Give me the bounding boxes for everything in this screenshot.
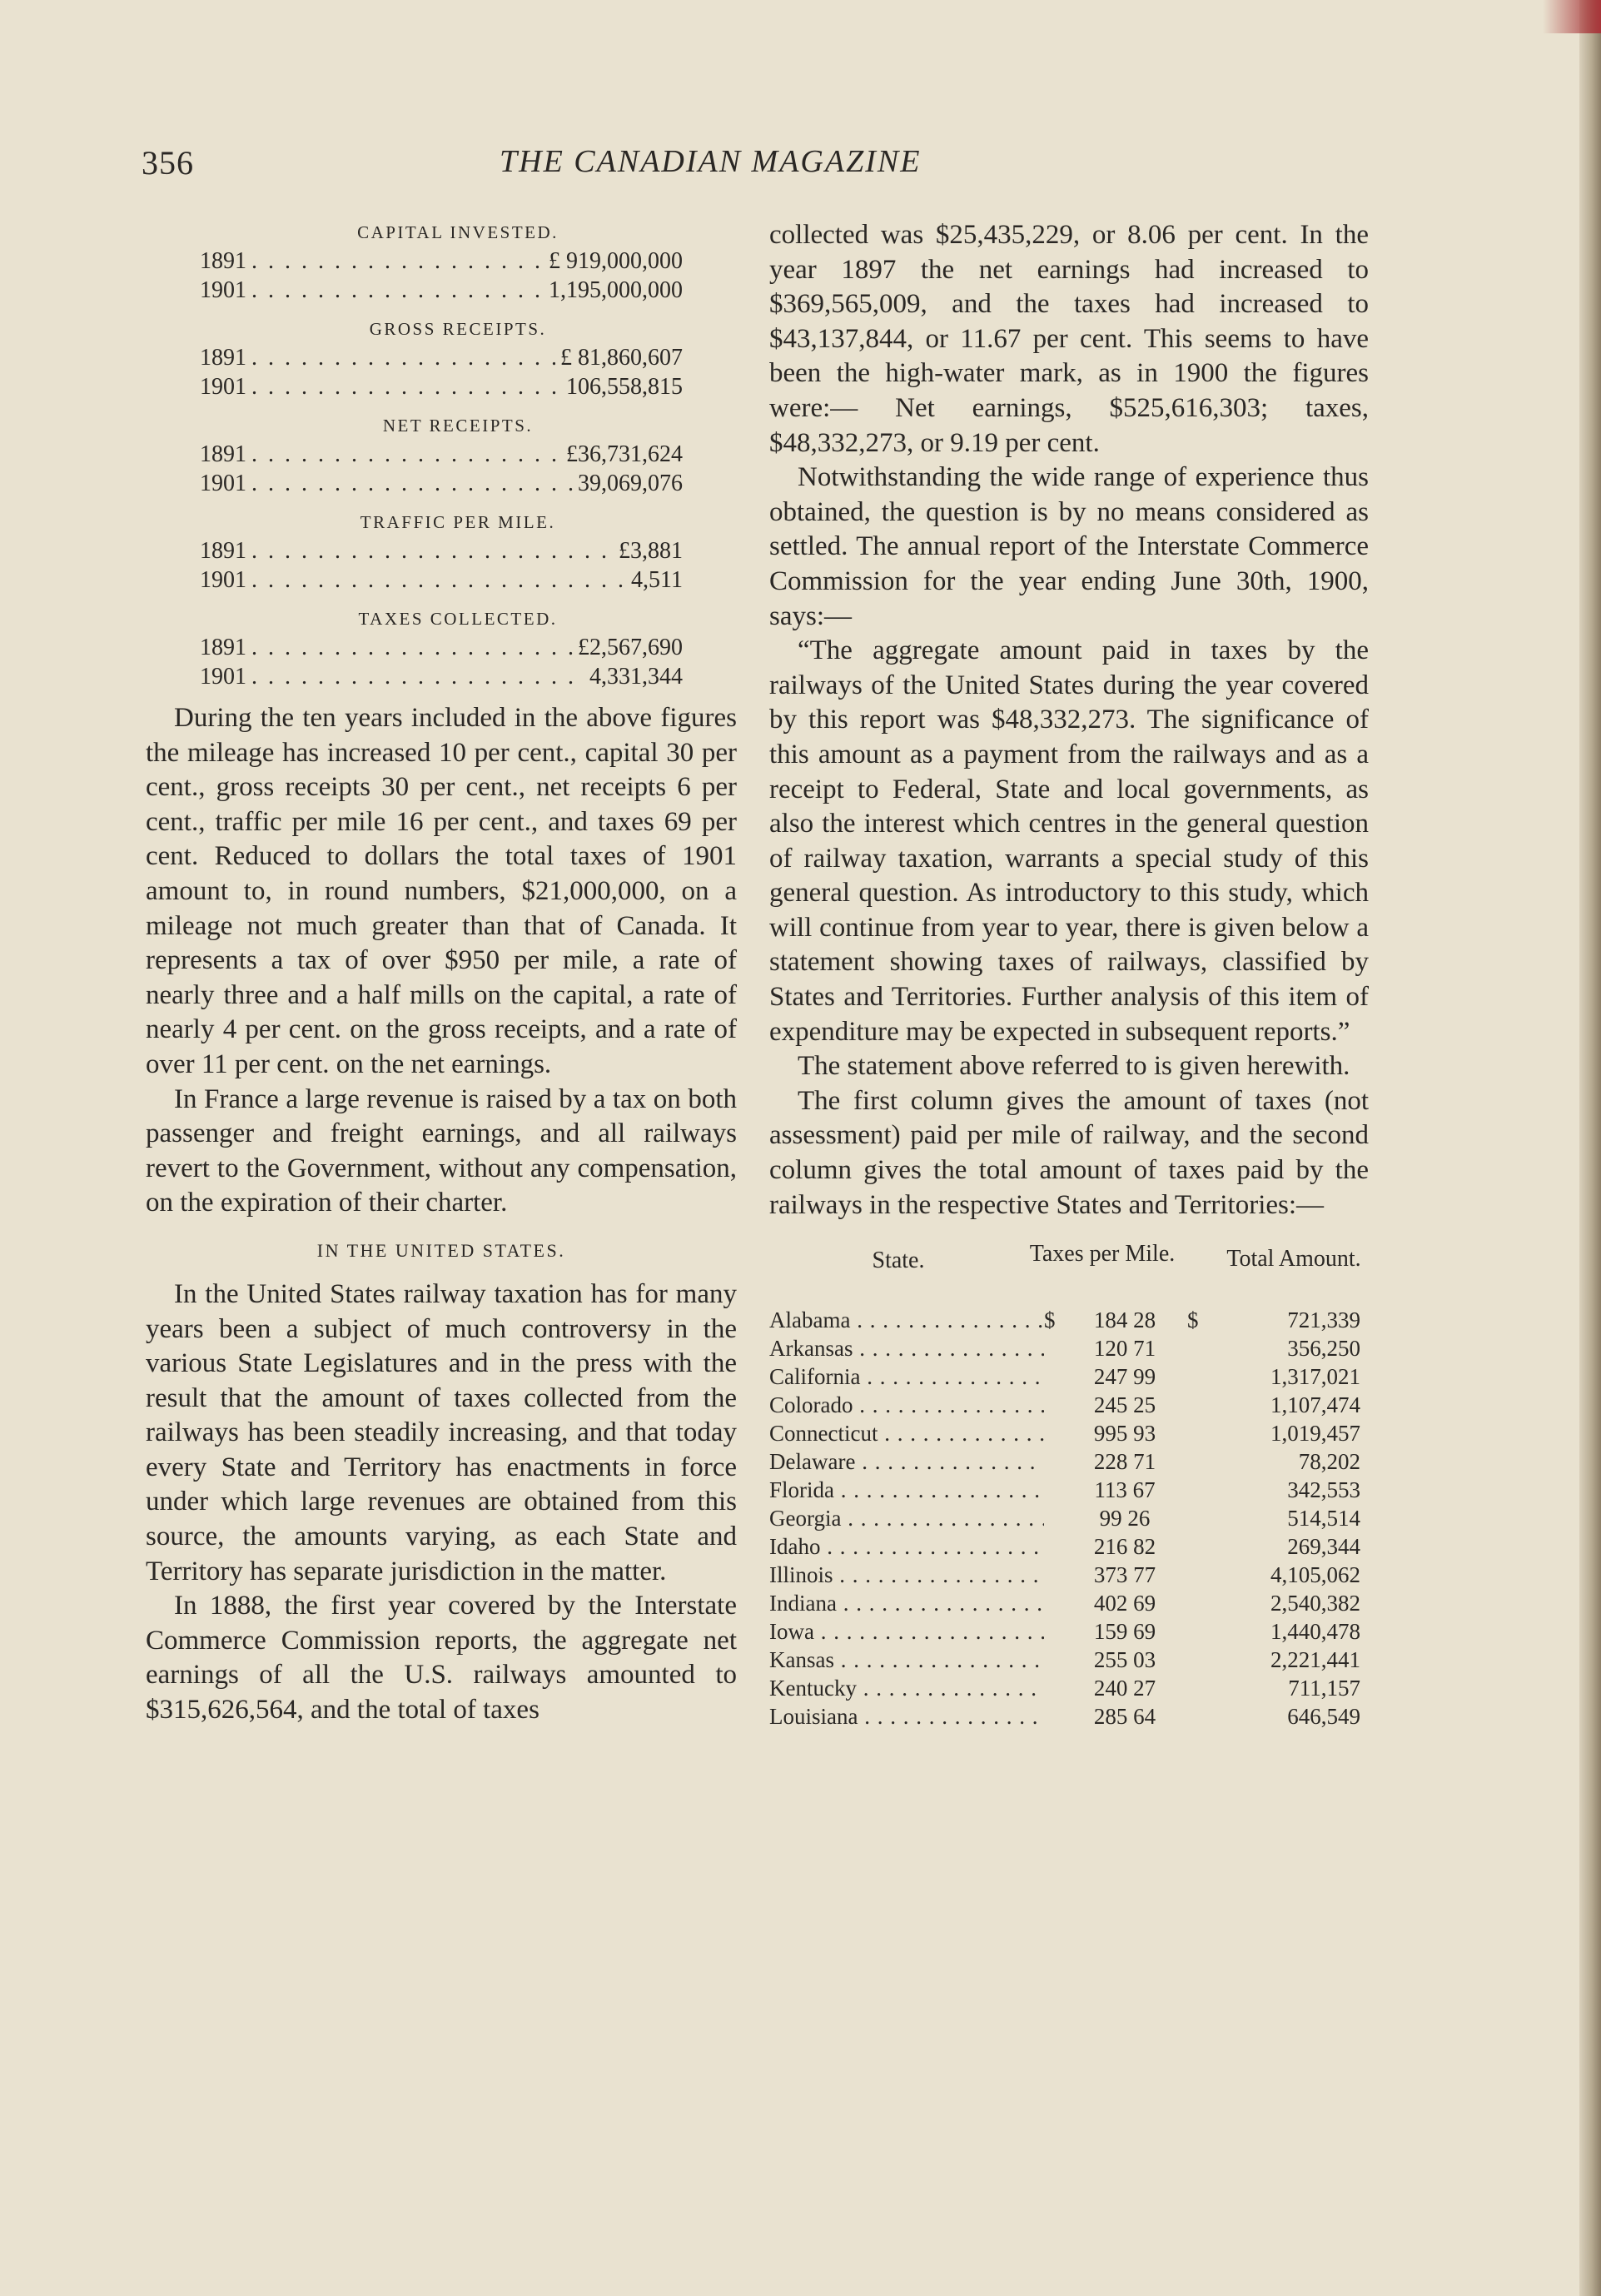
leader-dots [251,276,544,305]
leader-dots [857,1676,1044,1701]
running-head: THE CANADIAN MAGAZINE [500,144,922,179]
table-row [769,1589,1369,1617]
state-name: Connecticut [769,1421,878,1447]
leader-dots [251,565,626,595]
total-cell: 514,514 [1287,1506,1360,1531]
paragraph: In 1888, the first year covered by the Interstate Commerce Commission reports, the aggregate net earnings of all the U.S. railways amounted to $315,626,564, and the total of taxes [146,1591,737,1726]
state-name: Kentucky [769,1676,857,1701]
table-row [769,1504,1369,1532]
leader-dots [251,343,555,372]
state-name-cell [769,1362,1044,1391]
page-edge [1579,0,1601,2296]
table-row [769,1447,1369,1476]
stat-year: 1901 [200,567,246,593]
leader-dots [841,1506,1044,1531]
state-name: California [769,1364,861,1390]
leader-dots [850,1307,1044,1332]
stat-value: £2,567,690 [578,635,683,660]
leader-dots [251,469,573,498]
page-header [142,143,1374,193]
left-column [146,218,737,1728]
state-name-cell [769,1334,1044,1362]
leader-dots [837,1591,1044,1616]
stat-row [146,633,737,662]
stat-heading: GROSS RECEIPTS. [369,319,547,339]
state-name-cell [769,1306,1044,1334]
per-mile-cell: 159 69 [1093,1619,1156,1645]
state-name: Alabama [769,1307,851,1333]
stat-block [146,315,737,401]
table-row [769,1334,1369,1362]
stat-block [146,508,737,595]
leader-dots [853,1392,1045,1417]
total-cell: 2,540,382 [1270,1591,1360,1616]
stat-row [146,247,737,276]
per-mile-cell: 402 69 [1093,1591,1156,1616]
leader-dots [251,536,614,565]
column-header-state: State. [872,1248,925,1274]
per-mile-cell: 216 82 [1093,1534,1156,1560]
paragraph: collected was $25,435,229, or 8.06 per cent. In the year 1897 the net earnings had increased to $369,565,009, and the taxes had increased to $43,137,844, or 11.67 per cent. This seems to have been the high-water mark, as in 1900 the figures were:— Net earnings, $525,616,303; taxes, $48,332,273, or 9.19 per cent. [769,220,1369,458]
statistics-tables [146,218,737,691]
stat-value: 106,558,815 [566,374,683,400]
column-header-per-mile: Taxes per Mile. [1029,1241,1176,1268]
leader-dots [860,1364,1044,1389]
per-mile-cell: 255 03 [1093,1647,1156,1673]
stat-row [146,372,737,401]
state-name-cell [769,1447,1044,1476]
table-row [769,1476,1369,1504]
state-name: Indiana [769,1591,837,1616]
stat-year: 1891 [200,345,246,371]
table-row [769,1419,1369,1447]
state-name: Illinois [769,1562,833,1588]
state-name-cell [769,1391,1044,1419]
total-cell: 2,221,441 [1270,1647,1360,1673]
stat-value: 4,331,344 [589,664,683,690]
dollar-sign: $ [1187,1307,1199,1333]
stat-value: 4,511 [631,567,683,593]
leader-dots [251,440,561,469]
table-row [769,1532,1369,1561]
stat-row [146,469,737,498]
table-row [769,1362,1369,1391]
stat-heading: CAPITAL INVESTED. [357,222,559,242]
total-cell: 4,105,062 [1270,1562,1360,1588]
total-cell: 1,107,474 [1270,1392,1360,1418]
total-cell: 269,344 [1287,1534,1360,1560]
quoted-paragraph: “The aggregate amount paid in taxes by the railways of the United States during the year covered by this report was $48,332,273. The significance of this amount as a payment from the railways and as a receipt to Federal, State and local governments, as also the interest which centres in the general question of railway taxation, warrants a special study of this general question. As introductory to this study, which will continue from year to year, there is given below a statement showing taxes of railways, classified by States and Territories. Further analysis of this item of expenditure may be expected in subsequent reports.” [769,635,1369,1047]
per-mile-cell: 120 71 [1093,1336,1156,1362]
total-cell: 646,549 [1287,1704,1360,1730]
per-mile-cell: 184 28 [1093,1307,1156,1333]
leader-dots [878,1421,1044,1446]
per-mile-cell: 113 67 [1094,1477,1156,1503]
state-name-cell [769,1702,1044,1731]
total-cell: 342,553 [1287,1477,1360,1503]
per-mile-cell: 240 27 [1093,1676,1156,1701]
leader-dots [858,1704,1044,1729]
table-row [769,1702,1369,1731]
stat-heading: NET RECEIPTS. [382,416,534,436]
per-mile-cell: 373 77 [1093,1562,1156,1588]
stat-year: 1891 [200,635,246,660]
state-name-cell [769,1674,1044,1702]
table-row [769,1561,1369,1589]
state-name: Arkansas [769,1336,853,1362]
leader-dots [833,1562,1044,1587]
stat-row [146,536,737,565]
total-cell: 1,440,478 [1270,1619,1360,1645]
state-name-cell [769,1646,1044,1674]
state-name: Iowa [769,1619,814,1645]
paragraph: The statement above referred to is given herewith. [798,1051,1350,1082]
state-name-cell [769,1419,1044,1447]
per-mile-cell: 99 26 [1099,1506,1151,1531]
leader-dots [251,372,561,401]
stat-heading: TRAFFIC PER MILE. [360,512,556,532]
stat-row [146,565,737,595]
stat-value: £ 81,860,607 [560,345,683,371]
stat-value: 39,069,076 [578,471,683,496]
stat-value: £ 919,000,000 [549,248,683,274]
paragraph: In France a large revenue is raised by a tax on both passenger and freight earnings, and all railways revert to the Government, without any compensation, on the expiration of their charter. [146,1083,737,1218]
leader-dots [251,633,573,662]
binding-edge [1543,0,1601,33]
stat-year: 1891 [200,248,246,274]
total-cell: 1,019,457 [1270,1421,1360,1447]
total-cell: 78,202 [1298,1449,1360,1475]
per-mile-cell: 995 93 [1093,1421,1156,1447]
page-number: 356 [142,144,194,182]
per-mile-cell: 228 71 [1093,1449,1156,1475]
stat-year: 1901 [200,471,246,496]
stat-row [146,662,737,691]
total-cell: 356,250 [1287,1336,1360,1362]
total-cell: 711,157 [1288,1676,1360,1701]
paragraph: During the ten years included in the above figures the mileage has increased 10 per cent., capital 30 per cent., gross receipts 30 per cent., net receipts 6 per cent., traffic per mile 16 per cent., and taxes 69 per cent. Reduced to dollars the total taxes of 1901 amount to, in round numbers, $21,000,000, on a mileage not much greater than that of Canada. It represents a tax of over $950 per mile, a rate of nearly three and a half mills on the capital, a rate of nearly 4 per cent. on the gross receipts, and a rate of over 11 per cent. on the net earnings. [146,703,737,1079]
stat-year: 1901 [200,277,246,303]
state-name: Delaware [769,1449,856,1475]
stat-row [146,276,737,305]
per-mile-cell: 245 25 [1093,1392,1156,1418]
column-header-total: Total Amount. [1226,1246,1361,1273]
state-name: Georgia [769,1506,842,1531]
state-name-cell [769,1561,1044,1589]
state-name: Kansas [769,1647,834,1673]
paragraph: The first column gives the amount of taxes (not assessment) paid per mile of railway, and the second column gives the total amount of taxes paid by the railways in the respective States and Territories:— [769,1085,1369,1220]
stat-year: 1891 [200,441,246,467]
table-row [769,1646,1369,1674]
stat-value: 1,195,000,000 [549,277,683,303]
leader-dots [251,662,584,691]
stat-block [146,605,737,691]
state-name-cell [769,1476,1044,1504]
state-name-cell [769,1532,1044,1561]
table-header [769,1241,1369,1306]
stat-heading: TAXES COLLECTED. [358,609,558,629]
leader-dots [853,1336,1044,1361]
state-name-cell [769,1504,1044,1532]
leader-dots [834,1477,1044,1502]
state-name: Colorado [769,1392,853,1418]
leader-dots [855,1449,1044,1474]
table-row [769,1306,1369,1334]
leader-dots [820,1534,1044,1559]
stat-year: 1901 [200,664,246,690]
total-cell: 721,339 [1287,1307,1360,1333]
section-heading: IN THE UNITED STATES. [316,1239,566,1261]
state-taxes-table [769,1241,1369,1731]
table-body [769,1306,1369,1731]
stat-value: £3,881 [619,538,683,564]
leader-dots [834,1647,1044,1672]
dollar-sign: $ [1044,1307,1056,1333]
paragraph: Notwithstanding the wide range of experience thus obtained, the question is by no means considered as settled. The annual report of the Interstate Commerce Commission for the year ending June 30th, 1900, says:— [769,462,1369,631]
total-cell: 1,317,021 [1270,1364,1360,1390]
right-column [769,218,1369,1731]
leader-dots [814,1619,1044,1644]
stat-row [146,343,737,372]
stat-year: 1891 [200,538,246,564]
state-name-cell [769,1617,1044,1646]
table-row [769,1617,1369,1646]
state-name: Florida [769,1477,834,1503]
state-name: Louisiana [769,1704,858,1730]
stat-value: £36,731,624 [566,441,683,467]
stat-year: 1901 [200,374,246,400]
leader-dots [251,247,544,276]
state-name-cell [769,1589,1044,1617]
paragraph: In the United States railway taxation has for many years been a subject of much controversy in the various State Legislatures and in the press with the result that the amount of taxes collected from the railways has been steadily increasing, and that today every State and Territory has enactments in force under which large revenues are obtained from this source, the amounts varying, as each State and Territory has separate jurisdiction in the matter. [146,1278,737,1586]
per-mile-cell: 247 99 [1093,1364,1156,1390]
stat-block [146,411,737,498]
state-name: Idaho [769,1534,821,1560]
stat-row [146,440,737,469]
table-row [769,1391,1369,1419]
table-row [769,1674,1369,1702]
stat-block [146,218,737,305]
per-mile-cell: 285 64 [1093,1704,1156,1730]
